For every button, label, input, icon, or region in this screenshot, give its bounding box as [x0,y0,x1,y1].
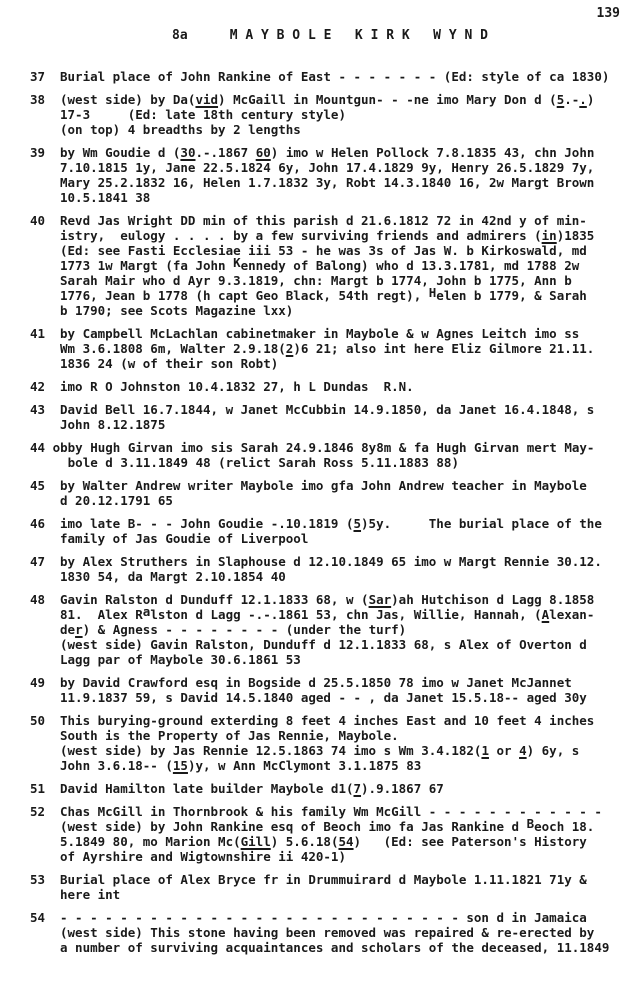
entry-text [60,554,630,584]
uncertain-reading: . [579,92,587,107]
text-line: 5.1849 80, mo Marion Mc(Gill) 5.6.18(54) (Ed: see Paterson's History [60,834,587,849]
text-line: family of Jas Goudie of Liverpool [60,531,309,546]
text-line: Chas McGill in Thornbrook & his family Wm McGill - - - - - - - - - - - - [60,804,602,819]
entry-row [30,326,630,371]
entry-row [30,910,630,955]
text-line: b 1790; see Scots Magazine lxx) [60,303,294,318]
entry-row [30,69,630,84]
entry-text [60,379,630,394]
text-line: a number of surviving acquaintances and scholars of the deceased, 11.1849 [60,940,610,955]
text-line: bole d 3.11.1849 48 (relict Sarah Ross 5.11.1883 88) [67,455,459,470]
text-line: here int [60,887,121,902]
uncertain-reading: 5 [353,516,362,531]
entry-number: 39 [30,145,46,160]
text-line: South is the Property of Jas Rennie, Maybole. [60,728,399,743]
text-line: Gavin Ralston d Dunduff 12.1.1833 68, w (Sar)ah Hutchison d Lagg 8.1858 [60,592,595,607]
text-line: by Alex Struthers in Slaphouse d 12.10.1849 65 imo w Margt Rennie 30.12. [60,554,602,569]
uncertain-reading: Gill [240,834,271,849]
text-line: Sarah Mair who d Ayr 9.3.1819, chn: Margt b 1774, John b 1775, Ann b [60,273,572,288]
text-line: imo R O Johnston 10.4.1832 27, h L Dundas R.N. [60,379,414,394]
text-line: Revd Jas Wright DD min of this parish d 21.6.1812 72 in 42nd y of min- [60,213,587,228]
entry-number: 52 [30,804,46,819]
raised-character: a [142,603,151,619]
entry-row [30,213,630,318]
text-line: Burial place of John Rankine of East - - - - - - - (Ed: style of ca 1830) [60,69,610,84]
entry-row [30,554,630,584]
text-line: - - - - - - - - - - - - - - - - - - - - - - - - - - - son d in Jamaica [60,910,587,925]
text-line: by Hugh Girvan imo sis Sarah 24.9.1846 8y8m & fa Hugh Girvan mert May- [67,440,595,455]
text-line: (on top) 4 breadths by 2 lengths [60,122,301,137]
entry-text [60,69,630,84]
raised-character: B [526,815,535,831]
uncertain-reading: Sar [368,592,392,607]
page-number: 139 [596,6,620,21]
uncertain-reading: 15 [172,758,188,773]
entry-text [60,872,630,902]
entry-number: 42 [30,379,46,394]
entry-text [60,910,630,955]
entry-row [30,440,630,470]
uncertain-reading: 7 [353,781,362,796]
entry-number: 43 [30,402,46,417]
text-line: Mary 25.2.1832 16, Helen 1.7.1832 3y, Robt 14.3.1840 16, 2w Margt Brown [60,175,595,190]
entry-row [30,592,630,667]
entry-text [60,592,630,667]
text-line: 17-3 (Ed: late 18th century style) [60,107,346,122]
text-line: d 20.12.1791 65 [60,493,173,508]
text-line: 81. Alex Ralston d Lagg -.-.1861 53, chn Jas, Willie, Hannah, (Alexan- [60,603,595,622]
text-line: of Ayrshire and Wigtownshire ii 420-1) [60,849,346,864]
uncertain-reading: 1 [481,743,489,758]
entry-row [30,379,630,394]
text-line: 7.10.1815 1y, Jane 22.5.1824 6y, John 17.4.1829 9y, Henry 26.5.1829 7y, [60,160,595,175]
entry-number: 48 [30,592,46,607]
entry-number: 50 [30,713,46,728]
entry-text [68,440,630,470]
entry-text [60,326,630,371]
text-line: 10.5.1841 38 [60,190,151,205]
uncertain-reading: A [541,607,550,622]
entry-row [30,675,630,705]
section-number: 8a [172,28,188,43]
text-line: Wm 3.6.1808 6m, Walter 2.9.18(2)6 21; also int here Eliz Gilmore 21.11. [60,341,595,356]
uncertain-reading: 30 [180,145,196,160]
text-line: John 3.6.18-- (15)y, w Ann McClymont 3.1.1875 83 [60,758,422,773]
text-line: 1776, Jean b 1778 (h capt Geo Black, 54th regt), Helen b 1779, & Sarah [60,284,587,303]
entry-number: 37 [30,69,46,84]
entry-number: 49 [30,675,46,690]
uncertain-reading: 54 [338,834,354,849]
entry-row [30,872,630,902]
entry-text [60,675,630,705]
entry-row [30,145,630,205]
entry-row [30,781,630,796]
entry-number: 46 [30,516,46,531]
entry-text [60,213,630,318]
entry-text [60,145,630,205]
entry-text [60,516,630,546]
entry-row [30,92,630,137]
text-line: (Ed: see Fasti Ecclesiae iii 53 - he was 3s of Jas W. b Kirkoswald, md [60,243,587,258]
text-line: 1773 1w Margt (fa John Kennedy of Balong) who d 13.3.1781, md 1788 2w [60,254,580,273]
entry-text [60,402,630,432]
text-line: 11.9.1837 59, s David 14.5.1840 aged - - , da Janet 15.5.18-- aged 30y [60,690,587,705]
entry-row [30,478,630,508]
entry-row [30,713,630,773]
uncertain-reading: in [541,228,557,243]
text-line: der) & Agness - - - - - - - - (under the turf) [60,622,407,637]
text-line: by Wm Goudie d (30.-.1867 60) imo w Helen Pollock 7.8.1835 43, chn John [60,145,595,160]
text-line: by Campbell McLachlan cabinetmaker in Maybole & w Agnes Leitch imo ss [60,326,580,341]
entry-text [60,92,630,137]
entry-row [30,402,630,432]
text-line: Lagg par of Maybole 30.6.1861 53 [60,652,301,667]
entry-number: 53 [30,872,46,887]
uncertain-reading: r [75,622,83,637]
text-line: imo late B- - - John Goudie -.10.1819 (5)5y. The burial place of the [60,516,602,531]
raised-character: K [233,254,241,270]
entry-text [60,804,630,864]
page-header [30,28,630,43]
entry-row [30,804,630,864]
entry-text [60,478,630,508]
uncertain-reading: 2 [285,341,294,356]
page-title: M A Y B O L E K I R K W Y N D [229,28,488,43]
entry-number: 38 [30,92,46,107]
text-line: John 8.12.1875 [60,417,166,432]
entry-number: 45 [30,478,46,493]
text-line: David Hamilton late builder Maybole d1(7).9.1867 67 [60,781,444,796]
text-line: This burying-ground exterding 8 feet 4 inches East and 10 feet 4 inches [60,713,595,728]
text-line: by Walter Andrew writer Maybole imo gfa John Andrew teacher in Maybole [60,478,587,493]
text-line: (west side) Gavin Ralston, Dunduff d 12.1.1833 68, s Alex of Overton d [60,637,587,652]
entry-number: 54 [30,910,46,925]
entry-text [60,713,630,773]
entry-number: 40 [30,213,46,228]
entry-text [60,781,630,796]
text-line: 1830 54, da Margt 2.10.1854 40 [60,569,286,584]
raised-character: H [428,284,437,300]
text-line: by David Crawford esq in Bogside d 25.5.1850 78 imo w Janet McJannet [60,675,572,690]
text-line: (west side) by Jas Rennie 12.5.1863 74 imo s Wm 3.4.182(1 or 4) 6y, s [60,743,580,758]
entry-number: 47 [30,554,46,569]
entry-number: 41 [30,326,46,341]
text-line: istry, eulogy . . . . by a few surviving friends and admirers (in)1835 [60,228,595,243]
entry-row [30,516,630,546]
entry-number: 51 [30,781,46,796]
text-line: (west side) This stone having been removed was repaired & re-erected by [60,925,595,940]
text-line: 1836 24 (w of their son Robt) [60,356,279,371]
text-line: Burial place of Alex Bryce fr in Drummuirard d Maybole 1.11.1821 71y & [60,872,587,887]
text-line: (west side) by Da(vid) McGaill in Mountgun- - -ne imo Mary Don d (5.-.) [60,92,595,107]
entries-list [30,69,630,955]
uncertain-reading: vid [195,92,219,107]
uncertain-reading: 60 [255,145,271,160]
uncertain-reading: 4 [519,743,527,758]
text-line: David Bell 16.7.1844, w Janet McCubbin 14.9.1850, da Janet 16.4.1848, s [60,402,595,417]
uncertain-reading: 5 [556,92,565,107]
entry-number: 44 ob [30,440,68,455]
text-line: (west side) by John Rankine esq of Beoch imo fa Jas Rankine d Beoch 18. [60,815,595,834]
